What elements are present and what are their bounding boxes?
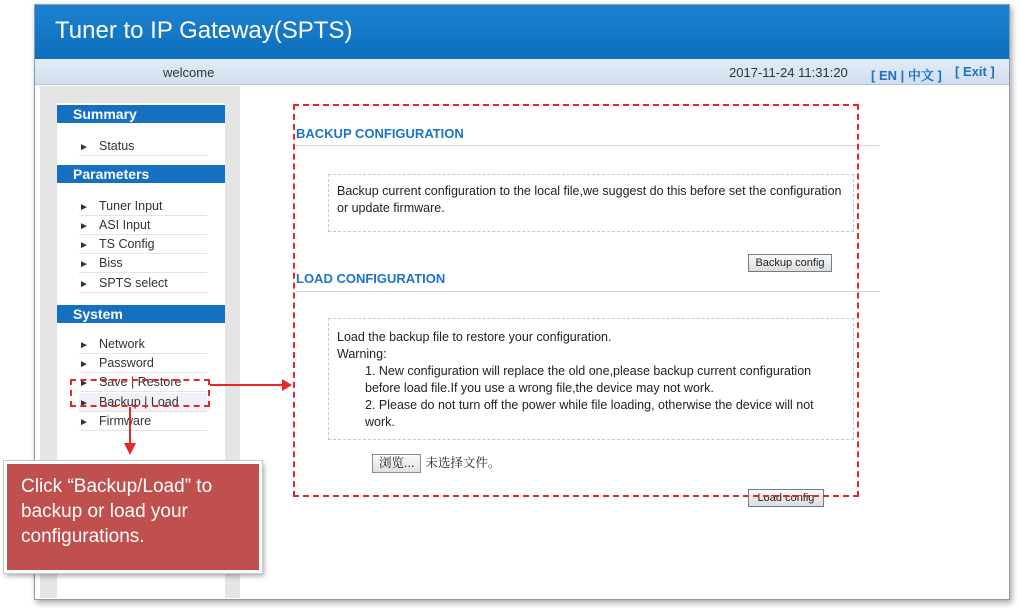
sidebar-item-label: Firmware (99, 414, 152, 428)
sidebar-item-label: Network (99, 337, 145, 351)
sidebar-item-label: Biss (99, 256, 123, 270)
welcome-text: welcome (163, 65, 215, 80)
sidebar-item-network[interactable] (79, 335, 207, 354)
exit-link[interactable]: [ Exit ] (955, 64, 995, 79)
lang-separator: | (897, 68, 908, 83)
load-description: Load the backup file to restore your configuration. (337, 330, 612, 344)
sidebar-item-firmware[interactable] (79, 412, 207, 431)
main-content (240, 86, 1010, 598)
app-title: Tuner to IP Gateway(SPTS) (55, 17, 353, 44)
section-divider (296, 145, 880, 146)
warning-label: Warning: (337, 347, 387, 361)
sidebar-item-backup-load[interactable] (79, 393, 207, 412)
arrow-right-icon: ► (79, 340, 89, 351)
sidebar-section-parameters: Parameters (57, 165, 225, 183)
arrow-right-icon: ► (79, 142, 89, 153)
status-bar (35, 59, 1009, 85)
arrow-right-icon: ► (79, 378, 89, 389)
load-section-title: LOAD CONFIGURATION (296, 271, 446, 286)
browse-button[interactable]: 浏览... (372, 454, 421, 473)
lang-zh-link[interactable]: 中文 (907, 68, 934, 83)
sidebar-item-ts-config[interactable] (79, 235, 207, 254)
backup-section-title: BACKUP CONFIGURATION (296, 126, 464, 141)
arrow-right-icon: ► (79, 221, 89, 232)
sidebar-item-label: Backup | Load (99, 395, 179, 409)
language-switcher (871, 65, 942, 84)
arrow-right-icon: ► (79, 240, 89, 251)
sidebar-item-label: TS Config (99, 237, 155, 251)
backup-config-button[interactable]: Backup config (748, 254, 832, 272)
datetime-text: 2017-11-24 11:31:20 (729, 65, 848, 80)
backup-description-box (328, 174, 854, 232)
load-config-button[interactable]: Load config (748, 489, 824, 507)
no-file-selected-text: 未选择文件。 (425, 456, 501, 470)
sidebar-item-label: Save | Restore (99, 375, 182, 389)
arrow-right-icon: ► (79, 359, 89, 370)
app-header (35, 5, 1009, 59)
arrow-right-icon: ► (79, 398, 89, 409)
sidebar-item-label: ASI Input (99, 218, 151, 232)
lang-en-link[interactable]: EN (878, 68, 898, 83)
file-chooser (372, 453, 500, 473)
arrow-right-icon: ► (79, 417, 89, 428)
sidebar-item-status[interactable] (79, 137, 207, 156)
sidebar-section-summary: Summary (57, 105, 225, 123)
sidebar-item-password[interactable] (79, 354, 207, 373)
warning-item-1: 1. New configuration will replace the old one,please backup current configuration before load file.If you use a wrong file,the device may not work. (365, 364, 812, 395)
sidebar-item-biss[interactable] (79, 254, 207, 273)
arrow-right-icon: ► (79, 202, 89, 213)
sidebar-item-asi-input[interactable] (79, 216, 207, 235)
sidebar-section-system: System (57, 305, 225, 323)
sidebar-item-spts-select[interactable] (79, 274, 207, 293)
callout-text: Click “Backup/Load” to backup or load your configurations. (21, 476, 213, 547)
warning-item-2: 2. Please do not turn off the power while file loading, otherwise the device will not work. (365, 398, 814, 429)
instruction-callout (4, 461, 262, 573)
arrow-right-icon: ► (79, 259, 89, 270)
sidebar-item-label: SPTS select (99, 276, 168, 290)
sidebar-item-label: Password (99, 356, 154, 370)
sidebar-item-label: Tuner Input (99, 199, 163, 213)
backup-description: Backup current configuration to the local file,we suggest do this before set the configuration or update firmware. (337, 184, 842, 215)
lang-bracket-close: ] (933, 68, 942, 83)
arrow-right-icon: ► (79, 279, 89, 290)
section-divider (296, 291, 880, 292)
sidebar-item-label: Status (99, 139, 135, 153)
sidebar-item-save-restore[interactable] (79, 373, 207, 392)
sidebar-item-tuner-input[interactable] (79, 197, 207, 216)
lang-bracket-open: [ (871, 68, 879, 83)
load-description-box (328, 318, 854, 440)
